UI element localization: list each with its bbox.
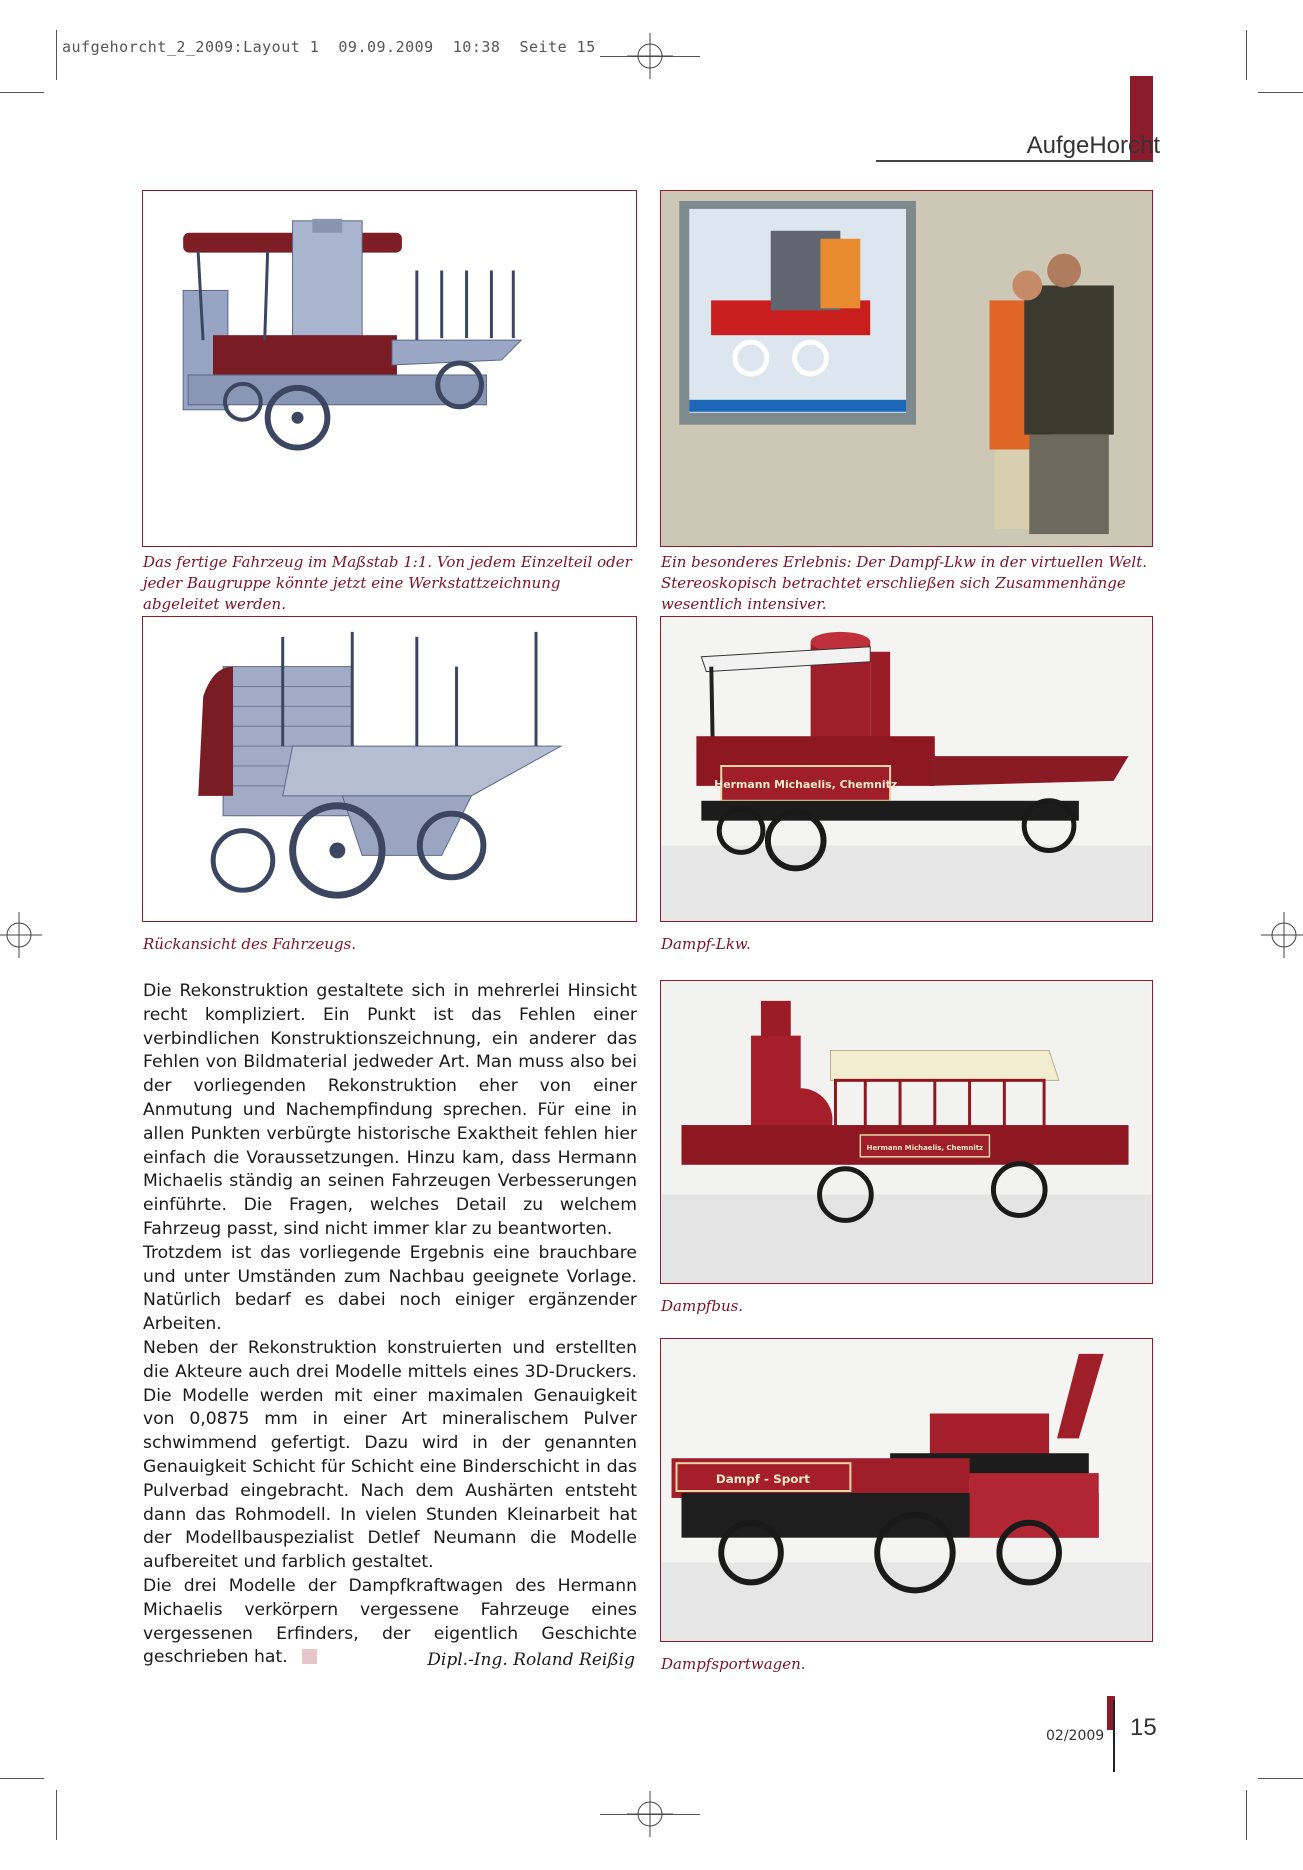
dampf-lkw-nameplate: Hermann Michaelis, Chemnitz	[714, 777, 898, 791]
figure-cad-rear	[142, 616, 637, 922]
page-number: 15	[1130, 1714, 1157, 1741]
caption-fig2: Ein besonderes Erlebnis: Der Dampf-Lkw in der virtuellen Welt. Stereoskopisch betrachtet erschließen sich Zusammenhänge wesentlich intensiver.	[661, 553, 1148, 613]
registration-mark-icon	[1261, 912, 1303, 958]
dampfbus-nameplate: Hermann Michaelis, Chemnitz	[866, 1143, 984, 1152]
registration-mark-icon	[627, 33, 673, 79]
cad-rear-view-image	[143, 617, 636, 921]
article-paragraph: Die drei Modelle der Dampfkraftwagen des Hermann Michaelis verkörpern vergessene Fahrzeuge eines vergessenen Erfinders, der eigentlich Geschichte geschrieben hat.	[143, 1575, 637, 1668]
vr-presentation-photo	[661, 191, 1152, 546]
caption-fig1: Das fertige Fahrzeug im Maßstab 1:1. Von jedem Einzelteil oder jeder Baugruppe könnte jetzt eine Werkstattzeichnung abgeleitet werden.	[143, 553, 632, 613]
printer-slug: aufgehorcht_2_2009:Layout 1 09.09.2009 10:38 Seite 15	[62, 38, 596, 56]
dampfbus-model-photo	[661, 981, 1152, 1283]
dampf-lkw-model-photo	[661, 617, 1152, 921]
article-paragraph: Neben der Rekonstruktion konstruierten und erstellten die Akteure auch drei Modelle mittels eines 3D-Druckers. Die Modelle werden mit einer maximalen Genauigkeit von 0,0875 mm in einer Art mineralischem Pulver schwimmend gefertigt. Dazu wird in der genannten Genauigkeit Schicht für Schicht eine Binderschicht in das Pulverbad eingebracht. Nach dem Aushärten entsteht dann das Rohmodell. In vielen Stunden Kleinarbeit hat der Modellbauspezialist Detlef Neumann die Modelle aufbereitet und farblich gestaltet.	[143, 1337, 637, 1573]
dampf-sport-nameplate: Dampf - Sport	[715, 1472, 811, 1487]
header-rule	[876, 160, 1152, 162]
caption-fig6: Dampfsportwagen.	[661, 1655, 806, 1673]
caption-fig3: Rückansicht des Fahrzeugs.	[143, 935, 357, 953]
registration-mark-icon	[0, 912, 42, 958]
footer-rule	[1113, 1700, 1115, 1772]
issue-number: 02/2009	[1046, 1728, 1105, 1744]
article-author: Dipl.-Ing. Roland Reißig	[427, 1650, 635, 1670]
caption-fig5: Dampfbus.	[661, 1297, 744, 1315]
cad-steam-truck-image	[143, 191, 636, 546]
figure-dampfbus	[660, 980, 1153, 1284]
article-paragraph: Die Rekonstruktion gestaltete sich in mehrerlei Hinsicht recht kompliziert. Ein Punkt ist das Fehlen einer verbindlichen Konstruktionszeichnung, ein anderer das Fehlen von Bildmaterial jedweder Art. Man muss also bei der vorliegenden Rekonstruktion eher von einer Anmutung und Nachempfindung sprechen. Für eine in allen Punkten verbürgte historische Exaktheit fehlen hier einfach die Voraussetzungen. Hinzu kam, dass Hermann Michaelis ständig an seinen Fahrzeugen Verbesserungen einführte. Die Fragen, welches Detail zu welchem Fahrzeug passt, sind nicht immer klar zu beantworten.	[143, 981, 637, 1239]
section-title: AufgeHorcht	[1026, 132, 1160, 159]
dampfsportwagen-model-photo	[661, 1339, 1152, 1641]
figure-cad-front	[142, 190, 637, 547]
end-of-article-mark	[302, 1649, 317, 1664]
caption-fig4: Dampf-Lkw.	[661, 935, 751, 953]
figure-dampfsportwagen	[660, 1338, 1153, 1642]
figure-vr-photo	[660, 190, 1153, 547]
figure-dampf-lkw	[660, 616, 1153, 922]
article-paragraph: Trotzdem ist das vorliegende Ergebnis eine brauchbare und unter Umständen zum Nachbau geeignete Vorlage. Natürlich bedarf es dabei noch einiger ergänzender Arbeiten.	[143, 1242, 637, 1335]
article-body	[143, 980, 637, 1670]
registration-mark-icon	[627, 1791, 673, 1837]
